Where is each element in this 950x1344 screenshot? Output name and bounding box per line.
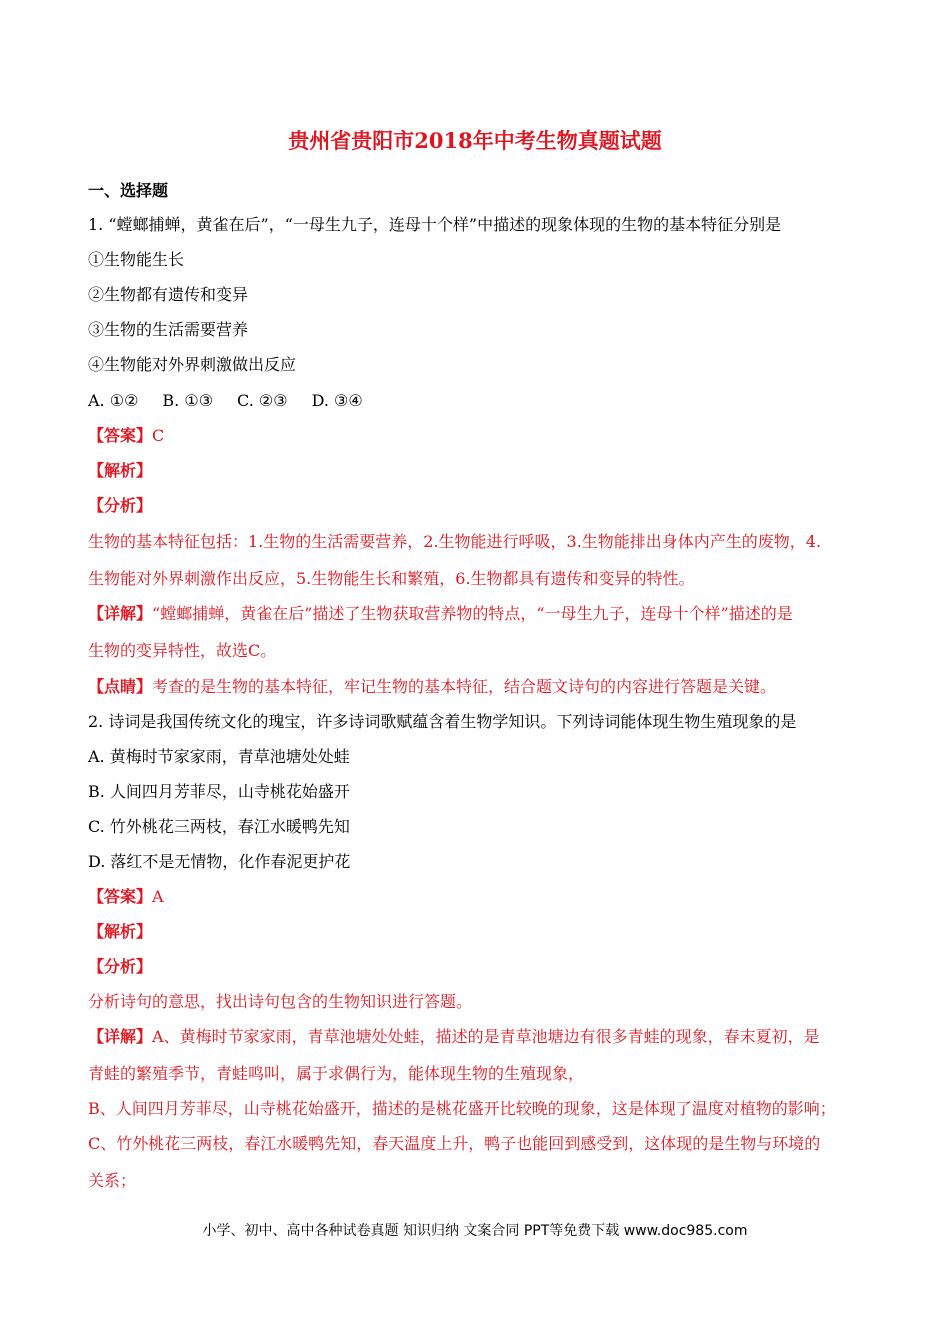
section-heading: 一、选择题 (88, 181, 169, 200)
page-footer: 小学、初中、高中各种试卷真题 知识归纳 文案合同 PPT等免费下载 www.doc985.com (202, 1223, 748, 1239)
question-2-answer (88, 884, 878, 910)
note-tag: 【点睛】 (88, 677, 153, 696)
question-1-answer (88, 423, 878, 449)
question-2-stem: 2. 诗词是我国传统文化的瑰宝，许多诗词歌赋蕴含着生物学知识。下列诗词能体现生物生殖现象的是 (88, 712, 797, 731)
detail-tag: 【详解】 (88, 604, 153, 623)
option-a: A. ①② (88, 391, 139, 410)
answer-tag: 【答案】 (88, 426, 153, 445)
answer-value: A (152, 887, 164, 906)
question-2-fenxi-tag: 【分析】 (88, 957, 153, 976)
question-1-item: ①生物能生长 (88, 250, 185, 269)
question-2-detail-line: C、竹外桃花三两枝，春江水暖鸭先知，春天温度上升，鸭子也能回到感受到，这体现的是生物与环境的 (88, 1134, 821, 1153)
question-2-option: C. 竹外桃花三两枝，春江水暖鸭先知 (88, 817, 350, 836)
question-2-detail-line: B、人间四月芳菲尽，山寺桃花始盛开，描述的是桃花盛开比较晚的现象，这是体现了温度对植物的影响； (88, 1099, 836, 1118)
answer-tag: 【答案】 (88, 887, 153, 906)
question-1-item: ②生物都有遗传和变异 (88, 285, 249, 304)
detail-text: “螳螂捕蝉，黄雀在后”描述了生物获取营养物的特点，“一母生九子，连母十个样”描述的是 (152, 604, 793, 623)
question-1-jiexi-tag: 【解析】 (88, 461, 153, 480)
option-b: B. ①③ (162, 391, 214, 410)
question-2-analysis: 分析诗句的意思，找出诗句包含的生物知识进行答题。 (88, 992, 473, 1011)
question-2-option: D. 落红不是无情物，化作春泥更护花 (88, 852, 351, 871)
question-2-option: B. 人间四月芳菲尽，山寺桃花始盛开 (88, 782, 350, 801)
option-c: C. ②③ (237, 391, 288, 410)
question-2-detail-line: 关系； (88, 1171, 137, 1190)
note-text: 考查的是生物的基本特征，牢记生物的基本特征，结合题文诗句的内容进行答题是关键。 (152, 677, 777, 696)
question-1-stem: 1. “螳螂捕蝉，黄雀在后”，“一母生九子，连母十个样”中描述的现象体现的生物的基本特征分别是 (88, 215, 782, 234)
question-1-item: ③生物的生活需要营养 (88, 320, 249, 339)
question-2-detail-line: 青蛙的繁殖季节，青蛙鸣叫，属于求偶行为，能体现生物的生殖现象， (88, 1064, 585, 1083)
answer-value: C (152, 426, 165, 445)
question-1-fenxi-tag: 【分析】 (88, 496, 153, 515)
question-1-detail-line: 生物的变异特性，故选C。 (88, 641, 277, 660)
question-1-item: ④生物能对外界刺激做出反应 (88, 355, 297, 374)
question-2-option: A. 黄梅时节家家雨，青草池塘处处蛙 (88, 747, 350, 766)
detail-tag: 【详解】 (88, 1027, 153, 1046)
question-1-options (88, 388, 878, 414)
question-1-analysis-line: 生物的基本特征包括：1.生物的生活需要营养，2.生物能进行呼吸，3.生物能排出身体内产生的废物，4. (88, 532, 822, 551)
page-title: 贵州省贵阳市2018年中考生物真题试题 (288, 128, 662, 153)
question-2-detail-line (88, 1024, 878, 1050)
question-2-jiexi-tag: 【解析】 (88, 922, 153, 941)
detail-text: A、黄梅时节家家雨，青草池塘处处蛙，描述的是青草池塘边有很多青蛙的现象，春末夏初，是 (152, 1027, 820, 1046)
question-1-note (88, 674, 878, 700)
question-1-analysis-line: 生物能对外界刺激作出反应，5.生物能生长和繁殖，6.生物都具有遗传和变异的特性。 (88, 569, 695, 588)
option-d: D. ③④ (311, 391, 363, 410)
question-1-detail-line (88, 601, 878, 627)
